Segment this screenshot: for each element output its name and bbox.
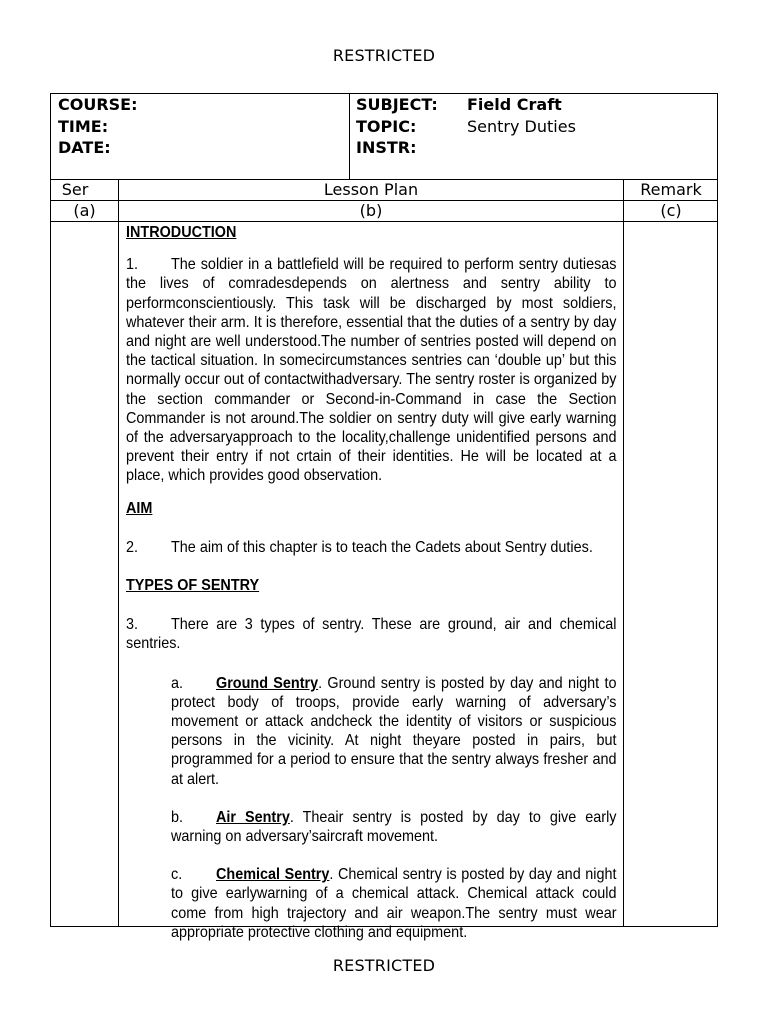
classification-header: RESTRICTED (332, 46, 436, 65)
paragraph-2-text: The aim of this chapter is to teach the Cadets about Sentry duties. (171, 538, 593, 556)
col-lesson-code: (b) (359, 201, 383, 220)
subject-value: Field Craft (467, 95, 562, 114)
subparagraph-b-text: . Theair sentry is posted by day to give early warning on adversary’saircraft movement. (171, 808, 617, 846)
paragraph-1 (126, 255, 617, 485)
paragraph-3-number: 3. (126, 616, 139, 634)
date-label: DATE: (58, 138, 111, 157)
paragraph-2 (126, 538, 617, 557)
lesson-body (126, 221, 617, 941)
paragraph-2-number: 2. (126, 538, 139, 556)
subparagraph-a-letter: a. (171, 674, 184, 692)
subparagraph-a-text: . Ground sentry is posted by day and night to protect body of troops, provide early warning of adversary’s movement or attack andcheck the identity of visitors or suspicious persons in the vicinity. At night theyare posted in pairs, but programmed for a period to ensure that the sentry always fresher and at alert. (171, 674, 617, 788)
subject-label: SUBJECT: (356, 95, 438, 114)
subparagraph-b (171, 808, 617, 846)
header-divider (349, 94, 350, 179)
aim-heading: AIM (126, 499, 153, 517)
lesson-plan-table (50, 93, 718, 941)
subparagraph-c (171, 865, 617, 942)
topic-value: Sentry Duties (467, 116, 576, 136)
col-lesson-plan: Lesson Plan (323, 180, 419, 199)
remark-divider (623, 179, 624, 926)
instr-label: INSTR: (356, 138, 417, 157)
paragraph-3 (126, 615, 617, 653)
paragraph-1-text: The soldier in a battlefield will be required to perform sentry dutiesas the lives of comradesdepends on alertness and sentry ability to performconscientiously. This task will be discharged by most soldiers, whatever their arm. It is therefore, essential that the duties of a sentry by day and night are well understood.The number of sentries posted will depend on the tactical situation. In somecircumstances sentries can ‘double up’ but this normally occur out of contactwithadversary. The sentry roster is organized by the section commander or Second-in-Command in case the Section Commander is not around.The soldier on sentry duty will give early warning of the adversaryapproach to the locality,challenge unidentified persons and prevent their entry if not crtain of their identities. He will be located at a place, which provides good observation. (126, 256, 617, 485)
paragraph-3-text: There are 3 types of sentry. These are ground, air and chemical sentries. (126, 616, 617, 653)
subject-row (356, 94, 716, 116)
types-heading: TYPES OF SENTRY (126, 577, 260, 595)
instr-row (356, 137, 716, 159)
ground-sentry-title: Ground Sentry (216, 674, 319, 692)
classification-footer: RESTRICTED (332, 956, 436, 975)
time-label: TIME: (58, 116, 109, 136)
header-left (58, 94, 138, 159)
subparagraph-c-text: . Chemical sentry is posted by day and night to give earlywarning of a chemical attack. Chemical attack could come from high trajectory and air weapon.The sentry must wear appropriate protective clothing and equipment. (171, 866, 617, 941)
col-remark: Remark (640, 180, 702, 199)
paragraph-1-number: 1. (126, 256, 139, 274)
chemical-sentry-title: Chemical Sentry (216, 866, 330, 884)
subparagraph-a (171, 674, 617, 789)
introduction-heading: INTRODUCTION (126, 224, 237, 241)
topic-label: TOPIC: (356, 116, 417, 136)
subparagraph-b-letter: b. (171, 808, 184, 826)
air-sentry-title: Air Sentry (216, 808, 290, 826)
subparagraph-c-letter: c. (171, 866, 183, 884)
col-ser: Ser (61, 180, 89, 199)
col-remark-code: (c) (660, 201, 682, 220)
topic-row (356, 116, 716, 138)
col-ser-code: (a) (73, 201, 96, 220)
ser-divider (118, 179, 119, 926)
header-right (356, 94, 716, 159)
course-label: COURSE: (58, 95, 138, 114)
